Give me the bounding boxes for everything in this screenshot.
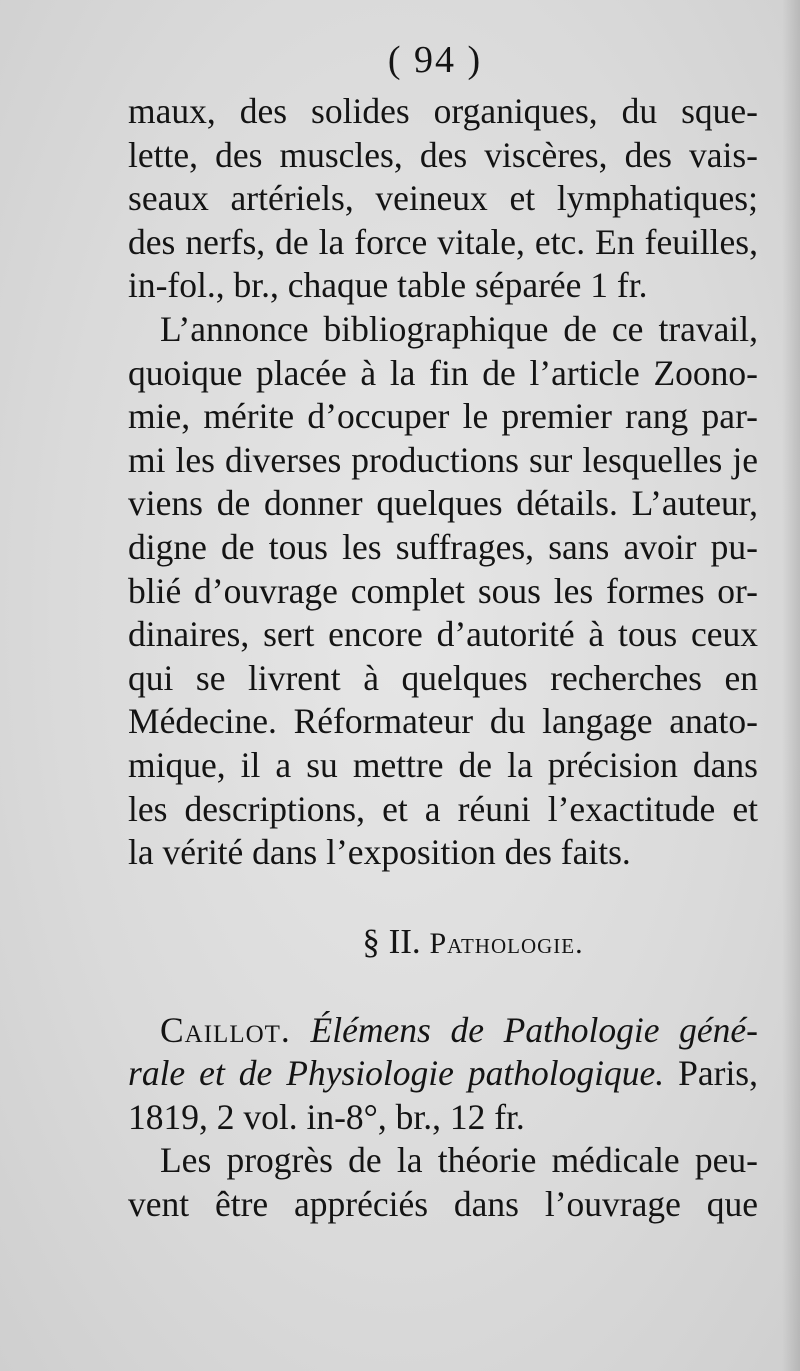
entry-author: Caillot. — [160, 1009, 291, 1050]
text-line: mi les diverses productions sur lesquelles je — [128, 439, 758, 480]
continuation-paragraph — [128, 90, 758, 308]
page-number: ( 94 ) — [387, 39, 483, 81]
section-heading — [188, 920, 758, 964]
entry-title-continued: rale et de Physiologie pathologique. — [128, 1053, 665, 1094]
entry-place: Paris, — [664, 1053, 758, 1094]
section-symbol: § II. — [362, 921, 421, 961]
text-line: les descriptions, et a réuni l’exactitude et — [128, 788, 758, 829]
text-line: L’annonce bibliographique de ce travail, — [160, 308, 758, 349]
text-line — [128, 1009, 758, 1053]
text-line: quoique placée à la fin de l’article Zoono- — [128, 352, 758, 393]
text-line: des nerfs, de la force vitale, etc. En feuilles, — [128, 221, 758, 262]
text-line: viens de donner quelques détails. L’auteur, — [128, 483, 758, 524]
text-line: mique, il a su mettre de la précision dans — [128, 744, 758, 785]
section-title: Pathologie. — [429, 926, 584, 960]
text-line: blié d’ouvrage complet sous les formes or- — [128, 570, 758, 611]
text-line: maux, des solides organiques, du sque- — [128, 91, 758, 131]
entry-details: 1819, 2 vol. in-8°, br., 12 fr. — [128, 1096, 525, 1137]
text-line: la vérité dans l’exposition des faits. — [128, 832, 631, 873]
bibliography-entry — [128, 1009, 758, 1140]
text-line: digne de tous les suffrages, sans avoir pu- — [128, 526, 758, 567]
text-line: seaux artériels, veineux et lymphatiques; — [128, 178, 758, 219]
text-line: dinaires, sert encore d’autorité à tous ceux — [128, 614, 758, 655]
text-line: lette, des muscles, des viscères, des vais- — [128, 134, 758, 175]
text-line: Médecine. Réformateur du langage anato- — [128, 701, 758, 742]
text-line — [128, 1052, 758, 1096]
entry-title: Élémens de Pathologie géné- — [310, 1009, 758, 1050]
page-edge-shadow — [782, 0, 800, 1371]
text-line: Les progrès de la théorie médicale peu- — [160, 1140, 758, 1181]
paragraph-annonce — [128, 308, 758, 875]
text-block — [128, 90, 758, 1227]
text-line: in-fol., br., chaque table séparée 1 fr. — [128, 265, 648, 306]
paragraph-progres — [128, 1139, 758, 1226]
text-line: qui se livrent à quelques recherches en — [128, 657, 758, 698]
text-line: mie, mérite d’occuper le premier rang par- — [128, 396, 758, 437]
text-line: vent être appréciés dans l’ouvrage que — [128, 1184, 758, 1225]
